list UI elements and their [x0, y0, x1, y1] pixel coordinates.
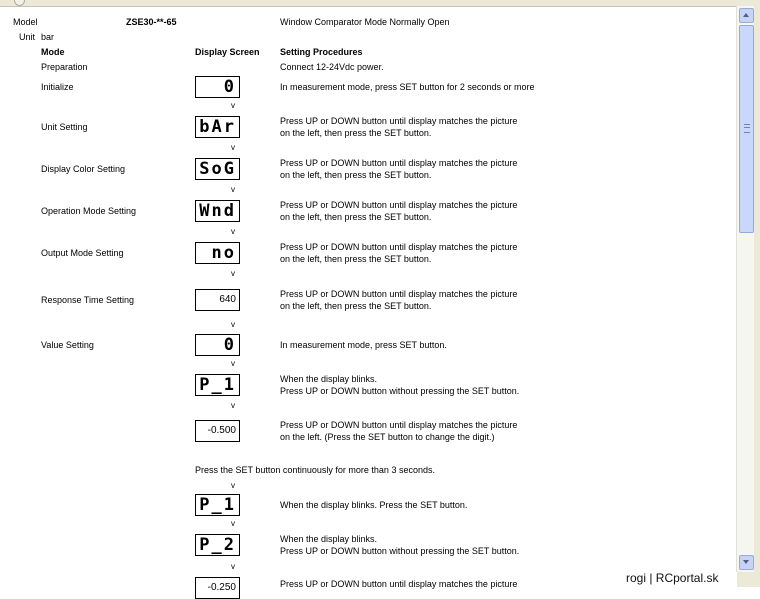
unit-label: Unit — [19, 32, 36, 42]
down-arrow: v — [231, 185, 235, 194]
display-screen: P_1 — [195, 374, 240, 396]
step-mode: Initialize — [41, 82, 74, 92]
display-screen: 0 — [195, 76, 240, 98]
document-page — [0, 6, 736, 593]
step-mode: Value Setting — [41, 340, 94, 350]
display-screen: Wnd — [195, 200, 240, 222]
continuous-press-note: Press the SET button continuously for more than 3 seconds. — [195, 465, 435, 475]
step-mode: Preparation — [41, 62, 88, 72]
display-screen: -0.250 — [195, 577, 240, 599]
down-arrow: v — [231, 401, 235, 410]
step-mode: Operation Mode Setting — [41, 206, 137, 216]
step-procedure-line1: Press UP or DOWN button until display matches the picture — [280, 116, 518, 126]
display-screen: P_1 — [195, 494, 240, 516]
step-procedure-line1: Press UP or DOWN button until display matches the picture — [280, 242, 518, 252]
down-arrow: v — [231, 320, 235, 329]
step-procedure-line1: Press UP or DOWN button until display matches the picture — [280, 158, 518, 168]
down-arrow: v — [231, 269, 235, 278]
scrollbar-corner — [737, 572, 760, 587]
model-value: ZSE30-**-65 — [126, 17, 177, 27]
model-label: Model — [13, 17, 38, 27]
watermark-text: rogi | RCportal.sk — [626, 571, 719, 585]
step-procedure-line1: Press UP or DOWN button until display matches the picture — [280, 579, 518, 589]
display-screen: no — [195, 242, 240, 264]
step-procedure: Connect 12-24Vdc power. — [280, 62, 384, 72]
down-arrow: v — [231, 143, 235, 152]
step-procedure-line2: on the left, then press the SET button. — [280, 301, 432, 311]
down-arrow: v — [231, 562, 235, 571]
step-mode: Response Time Setting — [41, 295, 135, 305]
step-procedure-line1: Press UP or DOWN button until display matches the picture — [280, 289, 518, 299]
down-arrow: v — [231, 481, 235, 490]
display-screen: 640 — [195, 289, 240, 311]
vertical-scrollbar[interactable] — [736, 6, 755, 572]
scroll-up-button[interactable] — [739, 8, 754, 23]
step-mode: Output Mode Setting — [41, 248, 124, 258]
step-procedure: In measurement mode, press SET button for 2 seconds or more — [280, 82, 535, 92]
column-header-mode: Mode — [41, 47, 65, 57]
step-procedure-line2: on the left, then press the SET button. — [280, 128, 432, 138]
scroll-thumb[interactable] — [739, 25, 754, 233]
step-procedure-line1: Press UP or DOWN button until display matches the picture — [280, 200, 518, 210]
unit-value: bar — [41, 32, 55, 42]
display-screen: bAr — [195, 116, 240, 138]
window-right-edge — [754, 6, 760, 572]
step-procedure-line2: on the left, then press the SET button. — [280, 212, 432, 222]
step-procedure-line1: Press UP or DOWN button until display matches the picture — [280, 420, 518, 430]
down-arrow: v — [231, 519, 235, 528]
chevron-down-icon — [743, 560, 749, 564]
display-screen: -0.500 — [195, 420, 240, 442]
display-screen: P_2 — [195, 534, 240, 556]
down-arrow: v — [231, 227, 235, 236]
step-mode: Display Color Setting — [41, 164, 126, 174]
mode-title: Window Comparator Mode Normally Open — [280, 17, 450, 27]
step-procedure-line2: Press UP or DOWN button without pressing the SET button. — [280, 546, 520, 556]
step-procedure-line1: When the display blinks. — [280, 374, 378, 384]
step-procedure-line2: Press UP or DOWN button without pressing the SET button. — [280, 386, 520, 396]
step-procedure-line2: on the left, then press the SET button. — [280, 170, 432, 180]
display-screen: 0 — [195, 334, 240, 356]
down-arrow: v — [231, 101, 235, 110]
step-procedure-line2: on the left, then press the SET button. — [280, 254, 432, 264]
scroll-down-button[interactable] — [739, 555, 754, 570]
chevron-up-icon — [743, 13, 749, 17]
grip-icon — [744, 124, 750, 133]
step-procedure: In measurement mode, press SET button. — [280, 340, 447, 350]
column-header-procedure: Setting Procedures — [280, 47, 363, 57]
down-arrow: v — [231, 359, 235, 368]
step-procedure: When the display blinks. Press the SET button. — [280, 500, 468, 510]
step-mode: Unit Setting — [41, 122, 88, 132]
step-procedure-line2: on the left. (Press the SET button to change the digit.) — [280, 432, 495, 442]
step-procedure-line1: When the display blinks. — [280, 534, 378, 544]
display-screen: SoG — [195, 158, 240, 180]
column-header-display: Display Screen — [195, 47, 260, 57]
